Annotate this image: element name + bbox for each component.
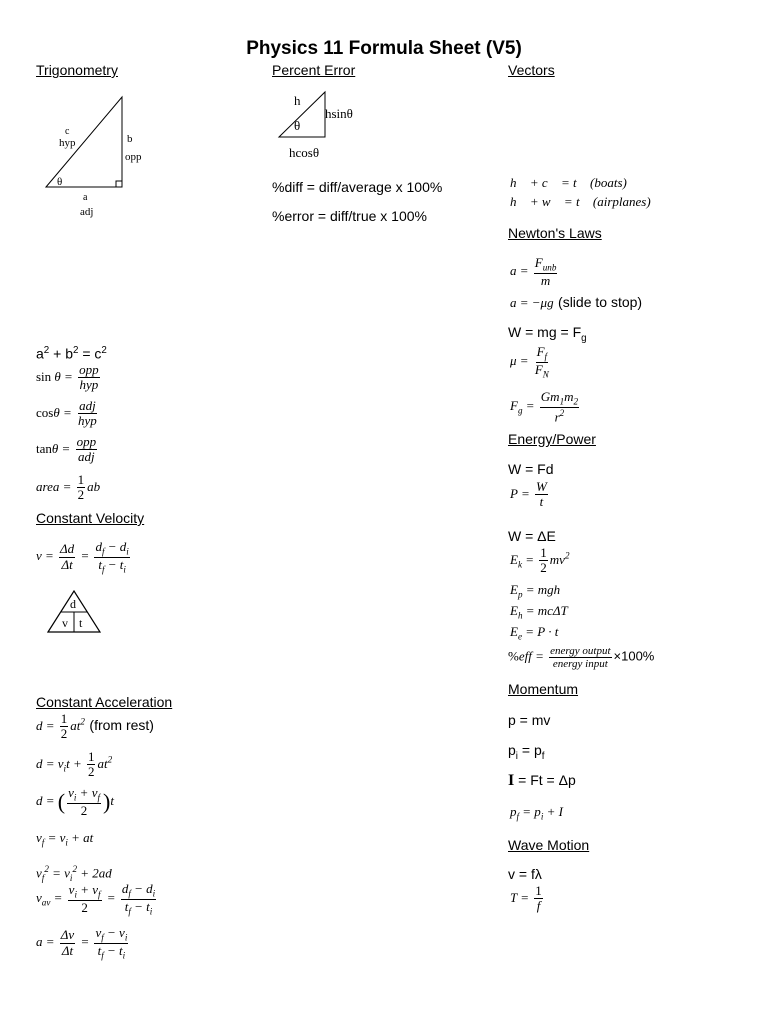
label-adj: adj (80, 206, 94, 218)
label-t: t (79, 616, 83, 630)
electric-energy-formula: $E_e = P \cdot t$ (510, 624, 559, 642)
heading-trigonometry: Trigonometry (36, 62, 118, 78)
label-h: h (294, 93, 301, 108)
slide-to-stop-formula: a = −μg (slide to stop) (510, 294, 643, 310)
heat-energy-formula: $E_h = mc\Delta T$ (510, 603, 568, 621)
label-opp: opp (125, 151, 142, 163)
label-d: d (70, 597, 76, 611)
heading-momentum: Momentum (508, 681, 579, 697)
page-title: Physics 11 Formula Sheet (V5) (246, 38, 522, 59)
friction-coefficient-formula: μ = $\frac{F_f}{F_N}$ (510, 344, 549, 380)
heading-newtons-laws: Newton's Laws (508, 225, 602, 241)
label-theta: θ (57, 176, 63, 188)
displacement-formula: $d = v_it$ + $\frac{1}{2}$ $at^2$ (36, 749, 113, 780)
percent-error-formula: %error = diff/true x 100% (272, 208, 427, 224)
gravitation-formula: $F_g$ = $\frac{Gm_1m_2}{r^2}$ (510, 389, 579, 424)
trig-triangle-diagram (30, 90, 160, 225)
work-energy-formula: W = ΔE (508, 528, 556, 544)
velocity-squared-formula: $v_f^2 = v_i^2 + 2ad$ (36, 864, 112, 883)
acceleration-formula: a = $\frac{\Delta v}{\Delta t}$ = $\frac{v_f - v_i}{t_f - t_i}$ (36, 925, 128, 961)
heading-percent-error: Percent Error (272, 62, 356, 78)
velocity-formula: v = $\frac{\Delta d}{\Delta t}$ = $\frac{d_f - d_i}{t_f - t_i}$ (36, 539, 129, 575)
label-c: c (65, 126, 70, 137)
heading-constant-acceleration: Constant Acceleration (36, 694, 173, 710)
efficiency-formula: %eff = $\frac{\text{energy output}}{\text{energy input}}$ ×100% (508, 645, 655, 671)
power-formula: P = $\frac{W}{t}$ (510, 479, 547, 510)
vector-airplanes-formula: h⃗ + w⃗ = t⃗ (airplanes) (510, 194, 651, 209)
impulse-momentum-formula: $p_f = p_i + I$ (510, 804, 563, 822)
work-formula: W = Fd (508, 461, 554, 477)
final-velocity-formula: $v_f = v_i$ + at (36, 830, 94, 848)
dvt-triangle-diagram (44, 588, 106, 636)
potential-energy-formula: $E_p$ = mgh (510, 582, 561, 600)
label-hsin: hsinθ (325, 106, 353, 121)
heading-energy-power: Energy/Power (508, 431, 596, 447)
heading-wave-motion: Wave Motion (508, 837, 590, 853)
heading-constant-velocity: Constant Velocity (36, 510, 145, 526)
label-hyp: hyp (59, 137, 76, 149)
tangent-formula: tanθ = $\frac{\text{opp}}{\text{adj}}$ (36, 434, 97, 465)
percent-diff-formula: %diff = diff/average x 100% (272, 179, 443, 195)
displacement-average-velocity-formula: d = ( $\frac{v_i + v_f}{2}$ )t (36, 785, 114, 818)
heading-vectors: Vectors (508, 62, 555, 78)
label-v: v (62, 616, 68, 630)
momentum-formula: p = mv (508, 712, 551, 728)
vector-component-triangle (275, 88, 375, 163)
cosine-formula: cosθ = $\frac{\text{adj}}{\text{hyp}}$ (36, 398, 97, 429)
period-formula: T = $\frac{1}{f}$ (510, 883, 542, 914)
vector-boats-formula: h⃗ + c⃗ = t⃗ (boats) (510, 175, 627, 190)
label-hcos: hcosθ (289, 145, 320, 160)
weight-formula: W = mg = $F_g$ (508, 324, 587, 344)
label-b: b (127, 133, 133, 145)
average-velocity-formula: $v_{av}$ = $\frac{v_i + v_f}{2}$ = $\frac{d_f - d_i}{t_f - t_i}$ (36, 881, 156, 917)
newton-second-law: a = $\frac{F_{unb}}{m}$ (510, 255, 557, 288)
triangle-area-formula: area = $\frac{1}{2}$ ab (36, 472, 101, 503)
sine-formula: sin θ = $\frac{\text{opp}}{\text{hyp}}$ (36, 362, 99, 393)
wave-speed-formula: v = fλ (508, 866, 542, 882)
label-a: a (83, 192, 88, 203)
impulse-formula: I = Ft = Δp (508, 772, 576, 789)
kinetic-energy-formula: $E_k$ = $\frac{1}{2}$ $mv^2$ (510, 545, 570, 576)
label-theta-small: θ (294, 118, 301, 133)
displacement-from-rest-formula: d = $\frac{1}{2}$ $at^2$ (from rest) (36, 711, 154, 742)
momentum-conservation-formula: $p_i = p_f$ (508, 742, 545, 762)
pythagorean-formula: $a^2 + b^2 = c^2$ (36, 345, 107, 362)
